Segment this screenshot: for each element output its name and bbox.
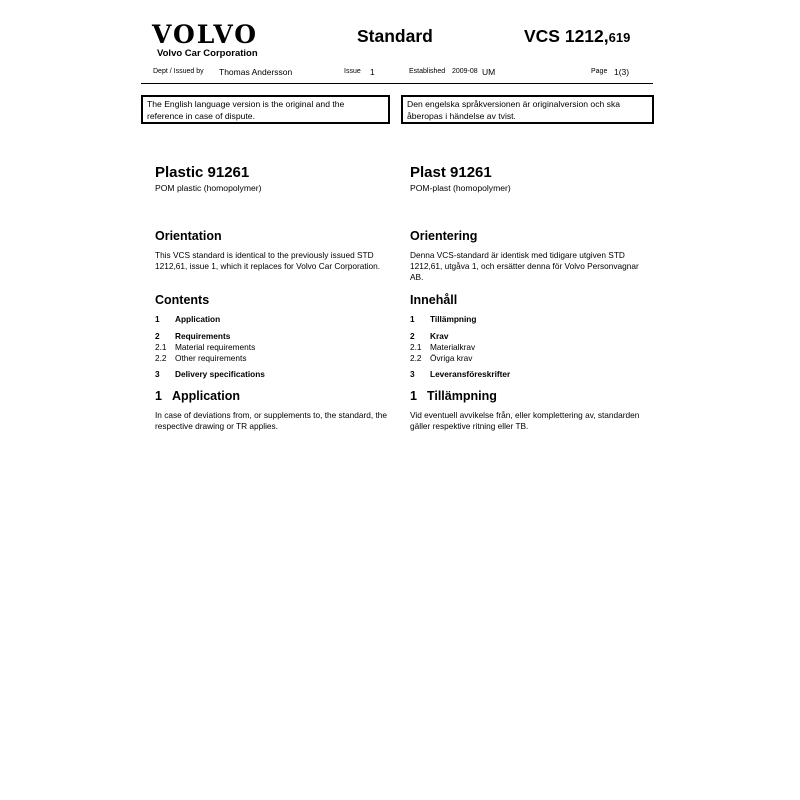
document-number-sub: 619: [608, 30, 631, 45]
toc-label: Krav: [430, 331, 449, 341]
toc-label: Tillämpning: [430, 314, 477, 324]
english-title: Plastic 91261: [155, 164, 250, 181]
swedish-section-1-text: Vid eventuell avvikelse från, eller komplettering av, standarden gäller respektive ritning eller TB.: [410, 410, 640, 431]
section-title: Tillämpning: [426, 389, 497, 403]
section-number: 1: [155, 389, 162, 403]
swedish-notice-box: [401, 95, 654, 124]
toc-number: 2: [410, 331, 415, 341]
toc-label: Leveransföreskrifter: [430, 369, 511, 379]
toc-label: Delivery specifications: [175, 369, 265, 379]
english-toc-item: [155, 353, 355, 365]
dept-value: Thomas Andersson: [219, 67, 293, 77]
swedish-title: Plast 91261: [410, 164, 492, 181]
english-notice-line-1: The English language version is the original and the: [147, 99, 345, 109]
toc-label: Other requirements: [175, 353, 247, 363]
toc-label: Requirements: [175, 331, 231, 341]
header-divider: [141, 83, 653, 84]
section-number: 1: [410, 389, 417, 403]
toc-number: 2.1: [155, 342, 167, 352]
document-kind: Standard: [357, 26, 433, 46]
swedish-subtitle: POM-plast (homopolymer): [410, 183, 511, 193]
english-orientation-heading: Orientation: [155, 229, 222, 243]
issue-value: 1: [370, 67, 375, 77]
swedish-toc-item: [410, 369, 610, 381]
toc-label: Materialkrav: [430, 342, 476, 352]
toc-number: 2: [155, 331, 160, 341]
english-contents-heading: Contents: [155, 293, 210, 307]
section-title: Application: [171, 389, 241, 403]
swedish-notice-line-1: Den engelska språkversionen är originalversion och ska: [407, 99, 621, 109]
english-section-1-heading: [155, 389, 355, 403]
document-number: [524, 26, 630, 47]
toc-number: 2.2: [410, 353, 422, 363]
english-toc-item: [155, 314, 355, 326]
swedish-notice-line-2: åberopas i händelse av tvist.: [407, 110, 516, 121]
toc-number: 2.2: [155, 353, 167, 363]
toc-label: Övriga krav: [430, 353, 473, 363]
swedish-toc-item: [410, 314, 610, 326]
toc-number: 3: [155, 369, 160, 379]
established-label: Established: [409, 68, 446, 75]
toc-number: 1: [155, 314, 160, 324]
page-value: 1(3): [614, 67, 630, 77]
toc-label: Application: [175, 314, 221, 324]
toc-number: 3: [410, 369, 415, 379]
page-label: Page: [591, 68, 608, 75]
issue-label: Issue: [344, 68, 361, 75]
english-section-1-text: In case of deviations from, or supplements to, the standard, the respective drawing or TR applies.: [155, 410, 387, 431]
swedish-orientation-text: Denna VCS-standard är identisk med tidigare utgiven STD 1212,61, utgåva 1, och ersätter denna för Volvo Personvagnar AB.: [410, 250, 639, 282]
swedish-toc-item: [410, 353, 610, 365]
volvo-logo: VOLVO: [152, 20, 259, 49]
toc-number: 1: [410, 314, 415, 324]
dept-label: Dept / Issued by: [153, 68, 204, 75]
swedish-orientation-heading: Orientering: [410, 229, 478, 243]
swedish-contents-heading: Innehåll: [410, 293, 458, 307]
toc-number: 2.1: [410, 342, 422, 352]
company-name: Volvo Car Corporation: [157, 48, 258, 59]
english-toc-item: [155, 369, 355, 381]
english-orientation-text: This VCS standard is identical to the previously issued STD 1212,61, issue 1, which it replaces for Volvo Car Corporation.: [155, 250, 381, 271]
established-value: 2009-08: [452, 68, 478, 75]
english-notice-box: [141, 95, 390, 124]
english-subtitle: POM plastic (homopolymer): [155, 183, 262, 193]
established-suffix: UM: [482, 67, 496, 77]
english-notice-line-2: reference in case of dispute.: [147, 110, 255, 121]
swedish-section-1-heading: [410, 389, 610, 403]
toc-label: Material requirements: [175, 342, 256, 352]
document-number-main: VCS 1212,: [524, 26, 609, 46]
